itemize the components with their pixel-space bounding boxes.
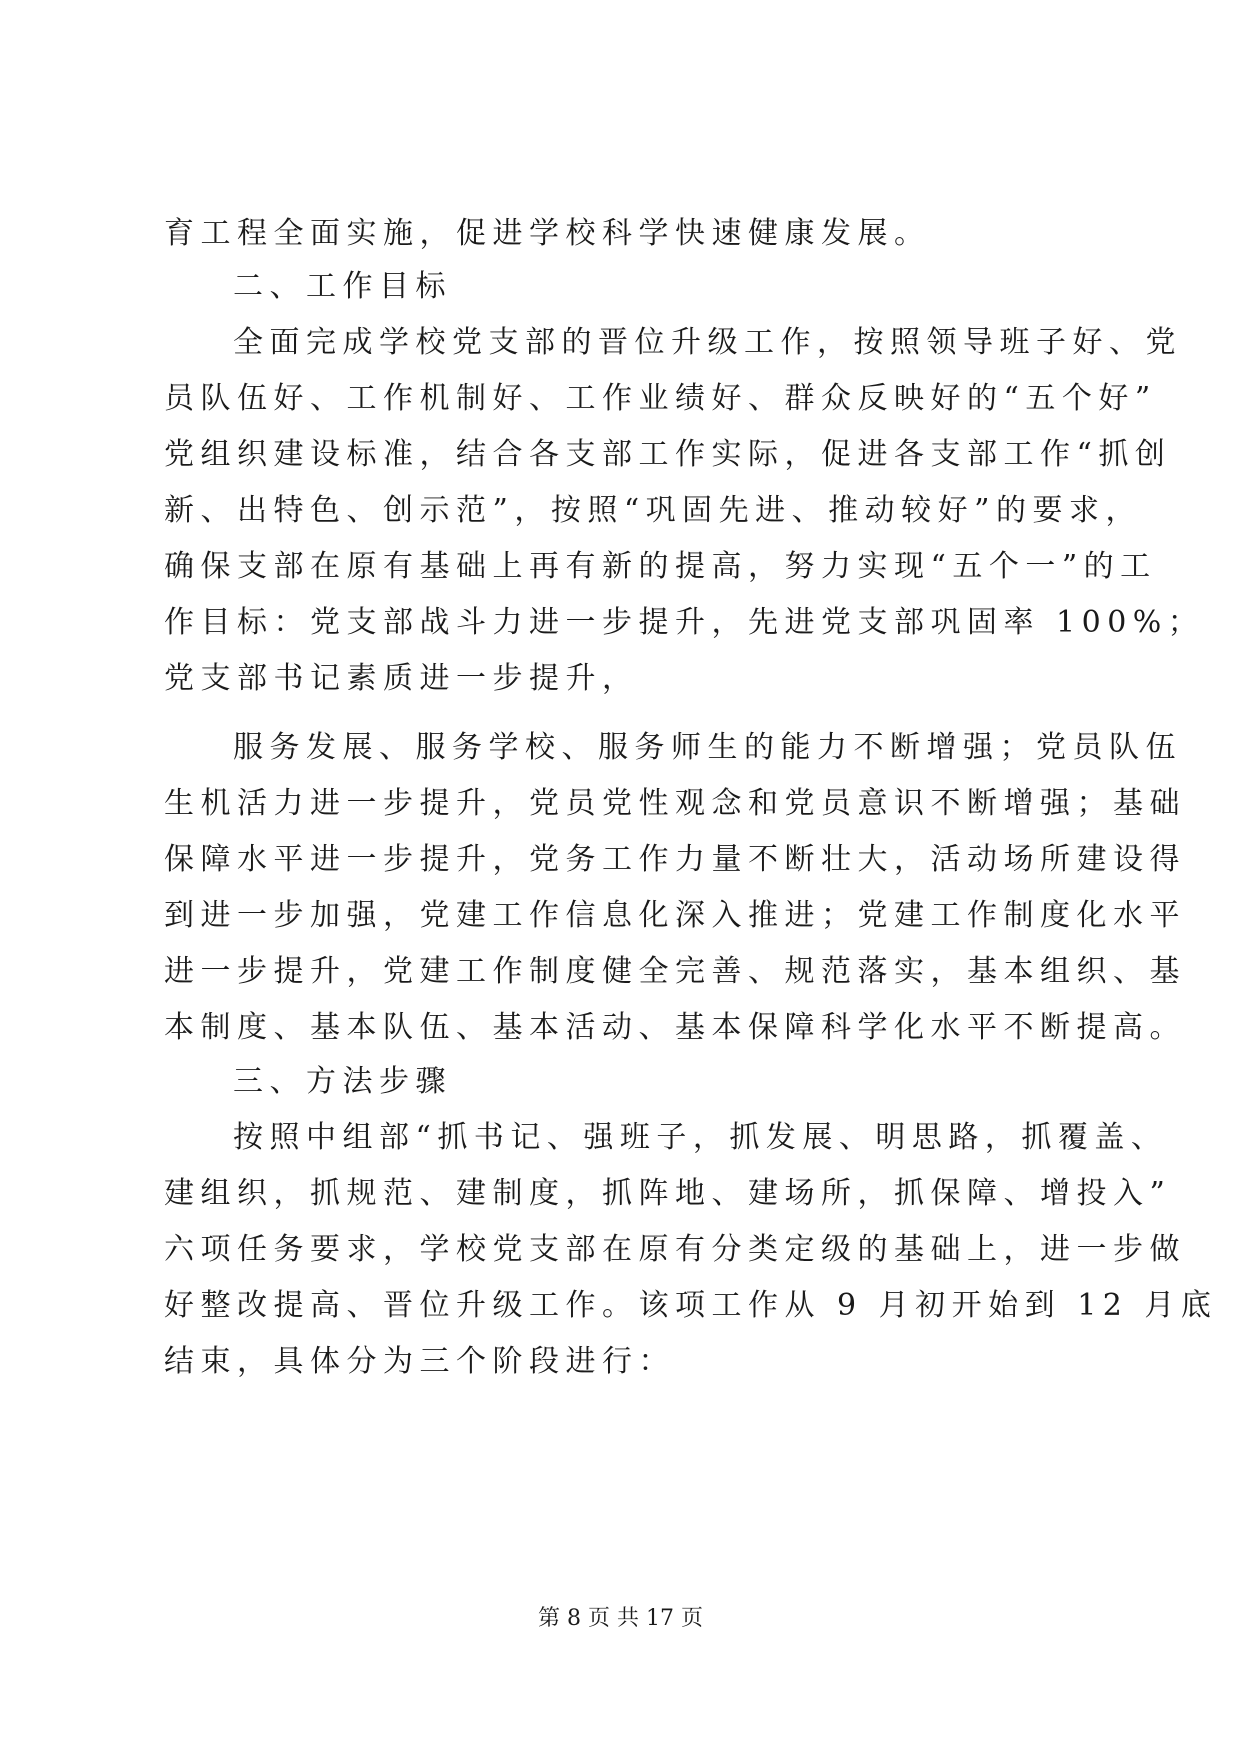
text-line: 育工程全面实施，促进学校科学快速健康发展。 xyxy=(164,216,931,251)
text-line: 结束，具体分为三个阶段进行： xyxy=(164,1344,675,1379)
text-line: 确保支部在原有基础上再有新的提高，努力实现“五个一”的工 xyxy=(164,549,1157,584)
text-line: 保障水平进一步提升，党务工作力量不断壮大，活动场所建设得 xyxy=(164,842,1186,877)
text-line: 作目标：党支部战斗力进一步提升，先进党支部巩固率 100%； xyxy=(164,605,1205,640)
text-line: 生机活力进一步提升，党员党性观念和党员意识不断增强；基础 xyxy=(164,786,1186,821)
text-line: 建组织，抓规范、建制度，抓阵地、建场所，抓保障、增投入” xyxy=(164,1176,1172,1211)
text-line: 新、出特色、创示范”，按照“巩固先进、推动较好”的要求， xyxy=(164,493,1143,528)
text-line: 六项任务要求，学校党支部在原有分类定级的基础上，进一步做 xyxy=(164,1232,1186,1267)
section-heading: 三、方法步骤 xyxy=(233,1064,452,1099)
page-number-footer: 第 8 页 共 17 页 xyxy=(538,1606,703,1631)
section-heading: 二、工作目标 xyxy=(233,269,452,304)
text-line: 好整改提高、晋位升级工作。该项工作从 9 月初开始到 12 月底 xyxy=(164,1288,1218,1323)
text-line: 员队伍好、工作机制好、工作业绩好、群众反映好的“五个好” xyxy=(164,381,1157,416)
text-line: 到进一步加强，党建工作信息化深入推进；党建工作制度化水平 xyxy=(164,898,1186,933)
text-line: 本制度、基本队伍、基本活动、基本保障科学化水平不断提高。 xyxy=(164,1010,1186,1045)
text-line: 按照中组部“抓书记、强班子，抓发展、明思路，抓覆盖、 xyxy=(233,1120,1168,1155)
text-line: 党组织建设标准，结合各支部工作实际，促进各支部工作“抓创 xyxy=(164,437,1172,472)
text-line: 服务发展、服务学校、服务师生的能力不断增强；党员队伍 xyxy=(233,730,1182,765)
text-line: 进一步提升，党建工作制度健全完善、规范落实，基本组织、基 xyxy=(164,954,1186,989)
text-line: 党支部书记素质进一步提升， xyxy=(164,661,639,696)
text-line: 全面完成学校党支部的晋位升级工作，按照领导班子好、党 xyxy=(233,325,1182,360)
